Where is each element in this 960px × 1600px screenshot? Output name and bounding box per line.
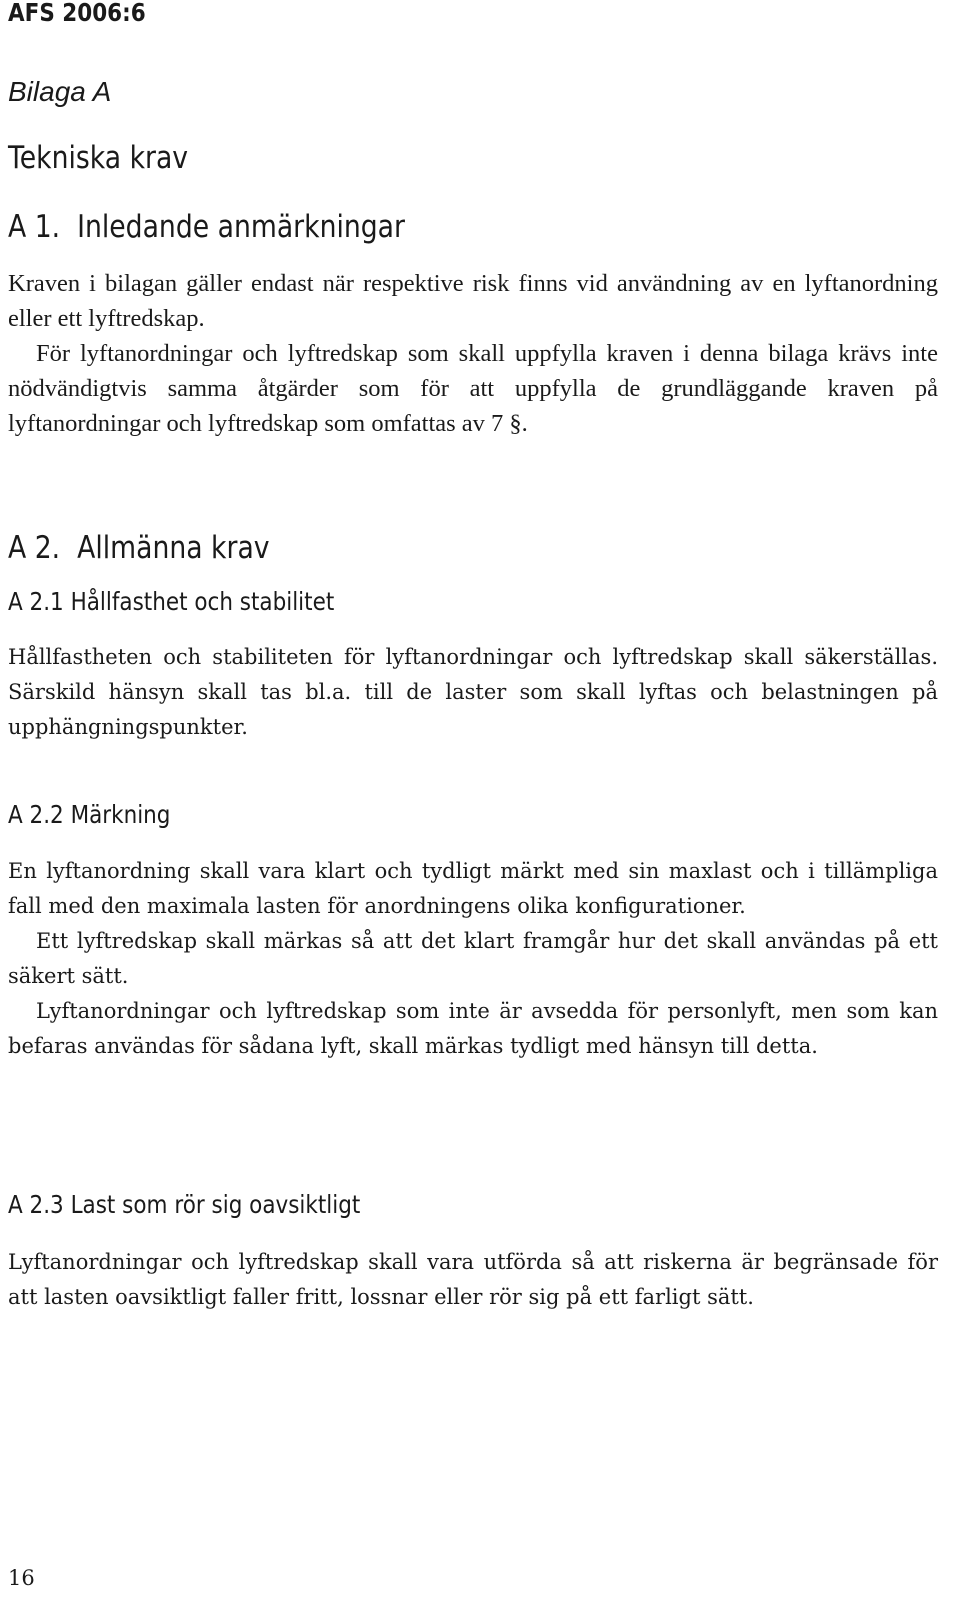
section-a2-heading: A 2. Allmänna krav [8,530,270,566]
section-a2-3-body [8,1245,938,1315]
section-a2-1-body [8,640,938,745]
section-a2-1-heading: A 2.1 Hållfasthet och stabilitet [8,587,335,616]
section-a2-1-paragraph: Hållfastheten och stabiliteten för lyftanordningar och lyftredskap skall säkerställas. Särskild hänsyn skall tas bl.a. till de laster som skall lyftas och belastningen på upphängningspunkter. [8,645,938,739]
section-a1-paragraph: För lyftanordningar och lyftredskap som skall uppfylla kraven i denna bilaga krävs inte nödvändigtvis samma åtgärder som för att uppfylla de grundläggande kraven på lyftanordningar och lyftredskap som omfattas av 7 §. [8,340,938,437]
section-a2-3-paragraph: Lyftanordningar och lyftredskap skall vara utförda så att riskerna är begränsade för att lasten oavsiktligt faller fritt, lossnar eller rör sig på ett farligt sätt. [8,1250,938,1309]
appendix-title: Tekniska krav [8,140,189,176]
section-a1-body [8,266,938,441]
section-a2-3-heading: A 2.3 Last som rör sig oavsiktligt [8,1190,361,1219]
section-a2-2-paragraph: En lyftanordning skall vara klart och tydligt märkt med sin maxlast och i tillämpliga fall med den maximala lasten för anordningens olika konfigurationer. [8,859,938,918]
page-number: 16 [8,1566,35,1590]
section-a1-heading: A 1. Inledande anmärkningar [8,209,405,245]
section-a1-paragraph: Kraven i bilagan gäller endast när respektive risk finns vid användning av en lyftanordning eller ett lyftredskap. [8,270,938,332]
document-code: AFS 2006:6 [8,0,146,27]
appendix-label: Bilaga A [8,76,112,107]
section-a2-2-paragraph: Lyftanordningar och lyftredskap som inte är avsedda för personlyft, men som kan befaras användas för sådana lyft, skall märkas tydligt med hänsyn till detta. [8,999,938,1058]
section-a2-2-heading: A 2.2 Märkning [8,800,171,829]
section-a2-2-body [8,854,938,1064]
section-a2-2-paragraph: Ett lyftredskap skall märkas så att det klart framgår hur det skall användas på ett säkert sätt. [8,929,938,988]
